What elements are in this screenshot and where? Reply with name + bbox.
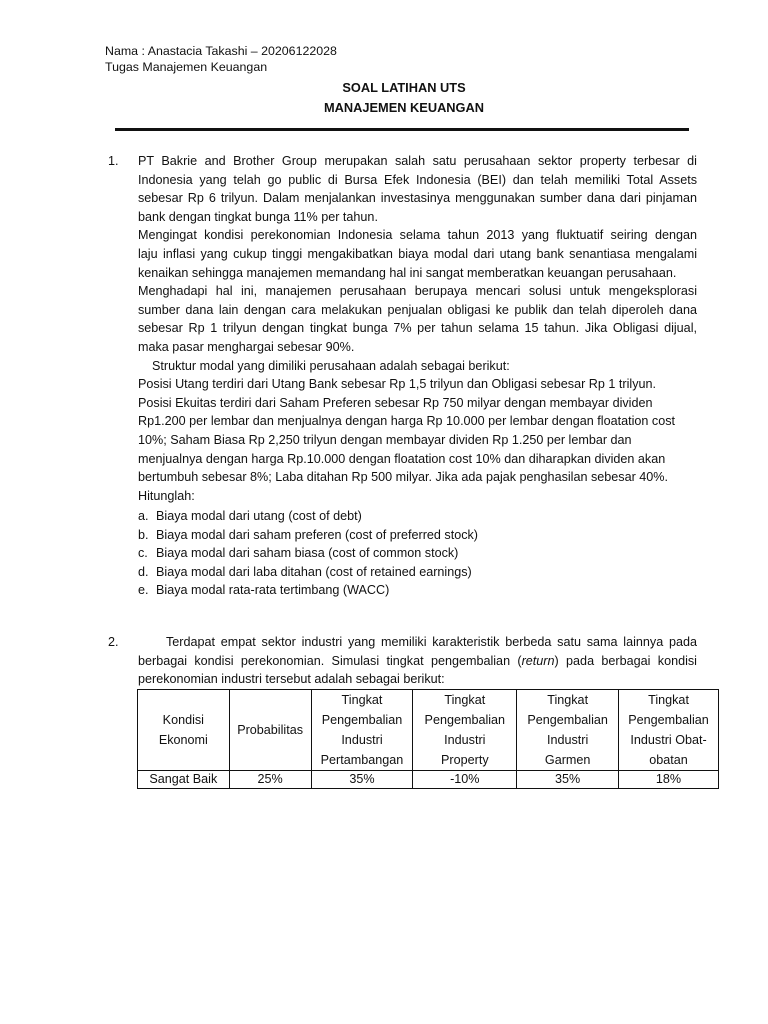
q1-line: Posisi Ekuitas terdiri dari Saham Preferen sebesar Rp 750 milyar dengan membayar dividen [138, 395, 653, 410]
q1-line: menjualnya dengan harga Rp.10.000 dengan floatation cost 10% dan diharapkan dividen akan [138, 451, 666, 466]
table-header-cell: Tingkat Pengembalian Industri Pertambangan [311, 690, 413, 771]
q1-line: Indonesia yang telah go public di Bursa Efek Indonesia (BEI) dan telah memiliki Total Assets [138, 172, 697, 187]
q1-line: sebesar Rp 1 trilyun dengan tingkat bunga 7% per tahun selama 15 tahun. Jika Obligasi dijual, [138, 321, 697, 336]
table-cell: 25% [229, 771, 311, 789]
list-item [138, 581, 698, 600]
table-cell: 35% [311, 771, 413, 789]
list-item [138, 507, 698, 526]
q1-line: PT Bakrie and Brother Group merupakan salah satu perusahaan sektor property terbesar di [138, 154, 697, 168]
document-subtitle: MANAJEMEN KEUANGAN [324, 100, 484, 115]
q1-line: Posisi Utang terdiri dari Utang Bank sebesar Rp 1,5 trilyun dan Obligasi sebesar Rp 1 trilyun. [138, 377, 656, 392]
question-2-text [138, 633, 697, 689]
q1-line: Struktur modal yang dimiliki perusahaan adalah sebagai berikut: [152, 358, 510, 373]
task-line: Tugas Manajemen Keuangan [105, 60, 268, 74]
list-item-text: Biaya modal dari saham biasa (cost of common stock) [156, 546, 459, 561]
table-cell: -10% [413, 771, 517, 789]
list-marker: d. [138, 564, 149, 579]
list-item [138, 544, 698, 563]
q1-line: laju inflasi yang cukup tinggi mengakibatkan biaya modal dari utang bank senantiasa mengalami [138, 246, 697, 261]
question-2-number: 2. [108, 635, 119, 649]
list-item-text: Biaya modal dari saham preferen (cost of preferred stock) [156, 527, 478, 542]
q1-line: sebesar Rp 6 trilyun. Dalam menjalankan investasinya menggunakan sumber dana dari pinjaman [138, 191, 697, 206]
q1-line: bank dengan tingkat bunga 11% per tahun. [138, 209, 378, 224]
list-marker: a. [138, 509, 149, 523]
return-table [137, 689, 719, 789]
table-header-cell: Tingkat Pengembalian Industri Obat- obatan [619, 690, 719, 771]
student-name-line: Nama : Anastacia Takashi – 20206122028 [105, 44, 337, 58]
q1-line: Menghadapi hal ini, manajemen perusahaan berupaya mencari solusi untuk mengeksplorasi [138, 284, 697, 299]
list-item-text: Biaya modal dari laba ditahan (cost of retained earnings) [156, 564, 472, 579]
list-item [138, 563, 698, 582]
table-header-cell: Tingkat Pengembalian Industri Property [413, 690, 517, 771]
q1-line: bertumbuh sebesar 8%; Laba ditahan Rp 500 milyar. Jika ada pajak penghasilan sebesar 40%. [138, 470, 668, 485]
list-marker: b. [138, 527, 149, 542]
table-cell: 35% [517, 771, 619, 789]
q1-line: sumber dana lain dengan cara melakukan penjualan obligasi ke publik dan telah diperoleh dana [138, 302, 697, 317]
q1-line: Mengingat kondisi perekonomian Indonesia selama tahun 2013 yang fluktuatif seiring dengan [138, 228, 697, 243]
list-item-text: Biaya modal rata-rata tertimbang (WACC) [156, 583, 390, 598]
list-item [138, 526, 698, 545]
document-title: SOAL LATIHAN UTS [342, 80, 466, 95]
q1-line: Rp1.200 per lembar dan menjualnya dengan harga Rp 10.000 per lembar dengan floatation cost [138, 414, 675, 429]
q1-line: kenaikan sehingga manajemen memandang hal ini sangat memberatkan keuangan perusahaan. [138, 265, 677, 280]
table-header-row [138, 690, 719, 771]
table-cell: Sangat Baik [138, 771, 230, 789]
table-cell: 18% [619, 771, 719, 789]
question-1-subquestions [138, 507, 698, 600]
q1-line: maka pasar menghargai sebesar 90%. [138, 339, 355, 354]
document-header [105, 43, 337, 75]
list-item-text: Biaya modal dari utang (cost of debt) [156, 509, 362, 523]
q2-line: Terdapat empat sektor industri yang memiliki karakteristik berbeda satu sama lainnya pada [166, 635, 697, 649]
title-divider [115, 128, 689, 131]
q1-line: Hitunglah: [138, 488, 195, 503]
table-header-cell: Kondisi Ekonomi [138, 690, 230, 771]
question-1-number: 1. [108, 154, 119, 168]
list-marker: e. [138, 583, 149, 598]
question-1-text [138, 152, 697, 505]
list-marker: c. [138, 546, 148, 561]
q2-line [138, 652, 697, 671]
q1-line: 10%; Saham Biasa Rp 2,250 trilyun dengan membayar dividen Rp 1.250 per lembar dan [138, 432, 632, 447]
q2-line-text: berbagai kondisi perekonomian. Simulasi tingkat pengembalian ( [138, 653, 522, 668]
table-header-cell: Probabilitas [229, 690, 311, 771]
q2-line-emphasis: return [521, 653, 555, 668]
table-header-cell: Tingkat Pengembalian Industri Garmen [517, 690, 619, 771]
q2-line-text: ) pada berbagai kondisi [554, 653, 697, 668]
q2-line: perekonomian industri tersebut adalah sebagai berikut: [138, 672, 445, 687]
table-row [138, 771, 719, 789]
